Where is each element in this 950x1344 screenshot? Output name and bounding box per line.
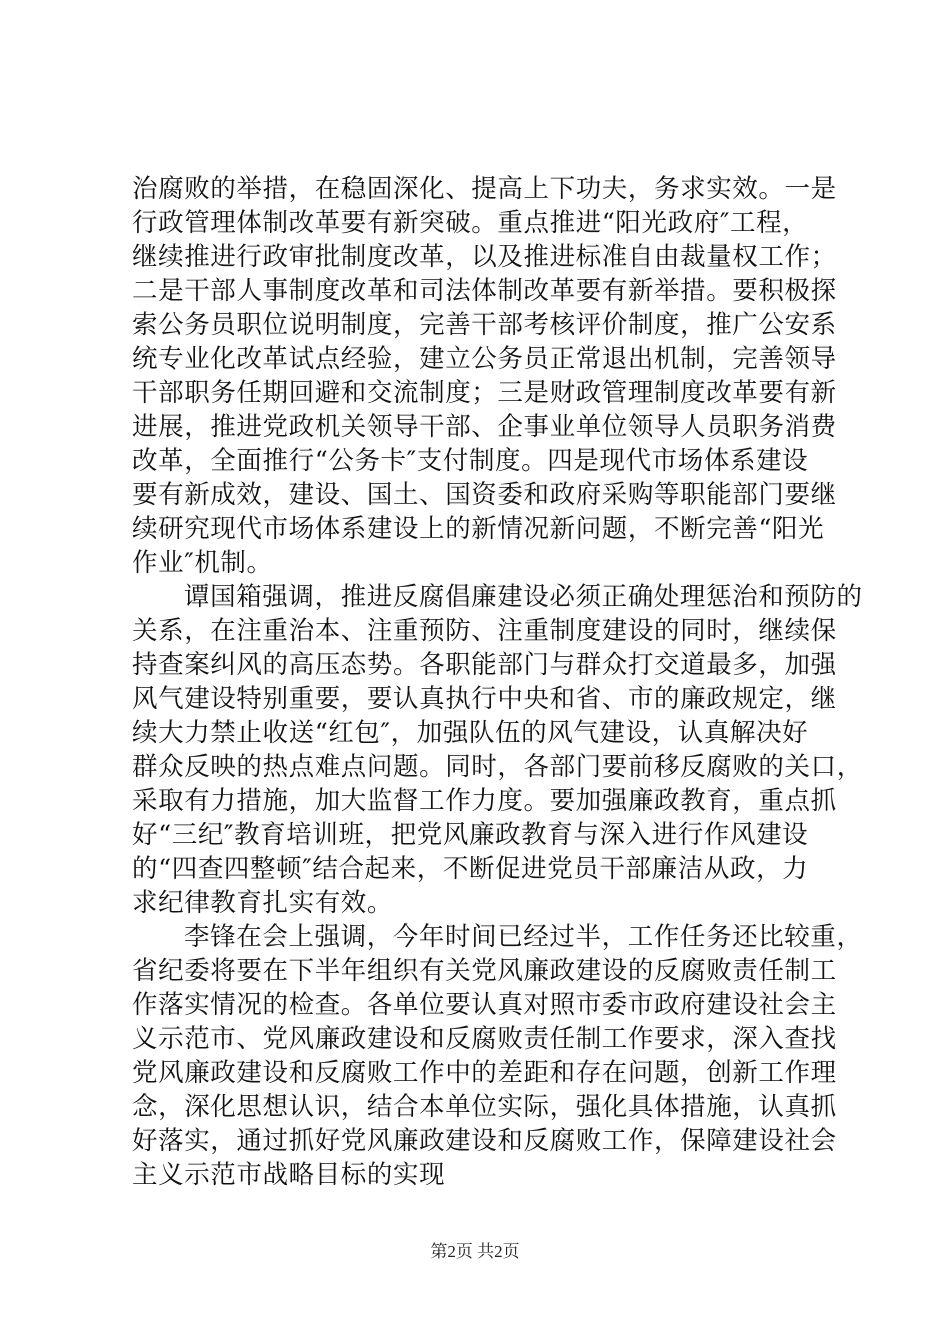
text-line: 念，深化思想认识，结合本单位实际，强化具体措施，认真抓 <box>132 1092 837 1122</box>
text-line: 续大力禁止收送“红包″，加强队伍的风气建设，认真解决好 <box>132 718 809 748</box>
text-line: 干部职务任期回避和交流制度；三是财政管理制度改革要有新 <box>132 378 837 408</box>
paragraph <box>132 172 837 580</box>
document-body <box>132 172 863 1192</box>
text-line: 党风廉政建设和反腐败工作中的差距和存在问题，创新工作理 <box>132 1058 837 1088</box>
text-line: 统专业化改革试点经验，建立公务员正常退出机制，完善领导 <box>132 344 837 374</box>
text-line: 的“四查四整顿″结合起来，不断促进党员干部廉洁从政，力 <box>132 854 809 884</box>
text-line: 主义示范市战略目标的实现 <box>132 1160 446 1190</box>
text-line: 要有新成效，建设、国土、国资委和政府采购等职能部门要继 <box>132 480 837 510</box>
text-line: 关系，在注重治本、注重预防、注重制度建设的同时，继续保 <box>132 616 837 646</box>
text-line: 持查案纠风的高压态势。各职能部门与群众打交道最多，加强 <box>132 650 837 680</box>
text-line: 谭国箱强调，推进反腐倡廉建设必须正确处理惩治和预防的 <box>184 582 863 612</box>
text-line: 作业″机制。 <box>132 548 273 578</box>
text-line: 继续推进行政审批制度改革，以及推进标准自由裁量权工作； <box>132 242 837 272</box>
text-line: 采取有力措施，加大监督工作力度。要加强廉政教育，重点抓 <box>132 786 837 816</box>
text-line: 治腐败的举措，在稳固深化、提高上下功夫，务求实效。一是 <box>132 174 837 204</box>
text-line: 义示范市、党风廉政建设和反腐败责任制工作要求，深入查找 <box>132 1024 837 1054</box>
text-line: 续研究现代市场体系建设上的新情况新问题，不断完善“阳光 <box>132 514 825 544</box>
paragraph <box>132 920 863 1192</box>
text-line: 作落实情况的检查。各单位要认真对照市委市政府建设社会主 <box>132 990 837 1020</box>
text-line: 风气建设特别重要，要认真执行中央和省、市的廉政规定，继 <box>132 684 837 714</box>
text-line: 改革，全面推行“公务卡″支付制度。四是现代市场体系建设 <box>132 446 809 476</box>
text-line: 好落实，通过抓好党风廉政建设和反腐败工作，保障建设社会 <box>132 1126 837 1156</box>
text-line: 李锋在会上强调，今年时间已经过半，工作任务还比较重， <box>184 922 863 952</box>
text-line: 好“三纪″教育培训班，把党风廉政教育与深入进行作风建设 <box>132 820 809 850</box>
text-line: 求纪律教育扎实有效。 <box>132 888 394 918</box>
text-line: 进展，推进党政机关领导干部、企事业单位领导人员职务消费 <box>132 412 837 442</box>
text-line: 索公务员职位说明制度，完善干部考核评价制度，推广公安系 <box>132 310 837 340</box>
paragraph <box>132 580 863 920</box>
text-line: 省纪委将要在下半年组织有关党风廉政建设的反腐败责任制工 <box>132 956 837 986</box>
text-line: 二是干部人事制度改革和司法体制改革要有新举措。要积极探 <box>132 276 837 306</box>
text-line: 行政管理体制改革要有新突破。重点推进“阳光政府″工程， <box>132 208 809 238</box>
page-number-footer: 第2页 共2页 <box>430 1242 520 1261</box>
text-line: 群众反映的热点难点问题。同时，各部门要前移反腐败的关口， <box>132 752 863 782</box>
